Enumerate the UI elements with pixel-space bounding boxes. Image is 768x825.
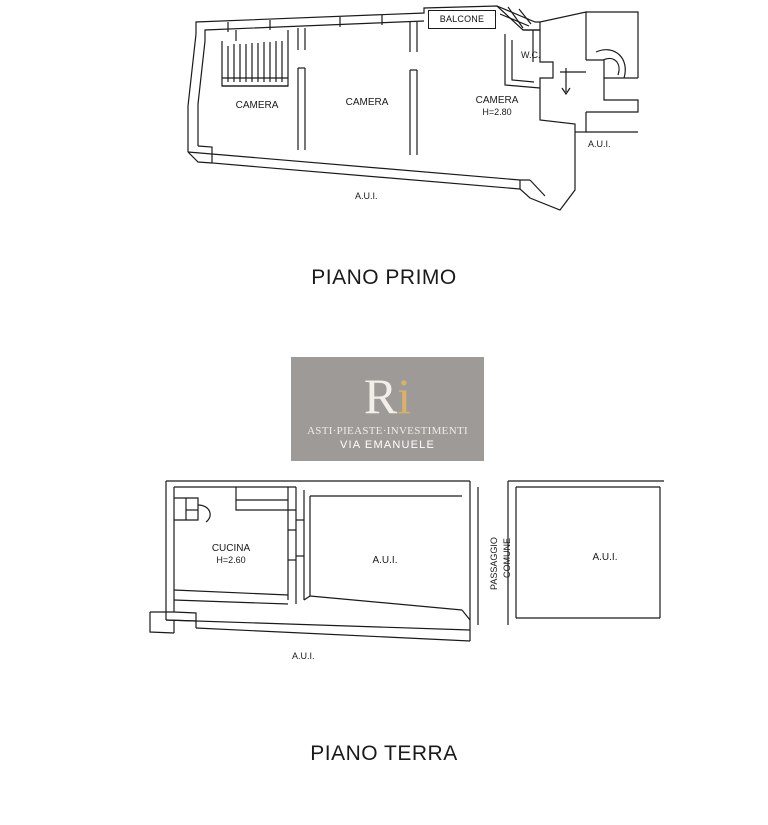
logo-mark-accent: i xyxy=(397,368,412,424)
room-label-cucina xyxy=(196,543,266,565)
label-comune: COMUNE xyxy=(502,538,512,578)
logo-agency-name: ASTI·PIEASTE·INVESTIMENTI xyxy=(307,425,468,437)
room-name: A.U.I. xyxy=(372,555,398,566)
label-wc: W.C. xyxy=(521,50,541,60)
label-balcone: BALCONE xyxy=(428,10,496,29)
room-label-camera-2 xyxy=(332,97,402,108)
logo-subtitle: VIA EMANUELE xyxy=(339,439,436,451)
room-label-camera-3 xyxy=(462,95,532,117)
label-passaggio: PASSAGGIO xyxy=(489,537,499,590)
room-name: CAMERA xyxy=(475,95,519,106)
room-height: H=2.60 xyxy=(216,555,246,565)
room-name: CUCINA xyxy=(211,543,251,554)
floor-title-first: PIANO PRIMO xyxy=(311,266,457,289)
logo-mark-letter: R xyxy=(363,368,398,424)
agency-logo xyxy=(291,357,484,461)
room-name: A.U.I. xyxy=(592,552,618,563)
label-aui-ground-bottom: A.U.I. xyxy=(292,651,315,661)
floor-title-ground: PIANO TERRA xyxy=(310,742,458,765)
room-label-aui-ground-right xyxy=(570,552,640,563)
logo-monogram-icon xyxy=(291,363,484,429)
room-label-aui-ground-center xyxy=(350,555,420,566)
label-aui-first-bottom: A.U.I. xyxy=(355,191,378,201)
room-label-camera-1 xyxy=(222,100,292,111)
room-name: CAMERA xyxy=(235,100,279,111)
room-name: CAMERA xyxy=(345,97,389,108)
label-aui-first-right: A.U.I. xyxy=(588,139,611,149)
room-height: H=2.80 xyxy=(482,107,512,117)
